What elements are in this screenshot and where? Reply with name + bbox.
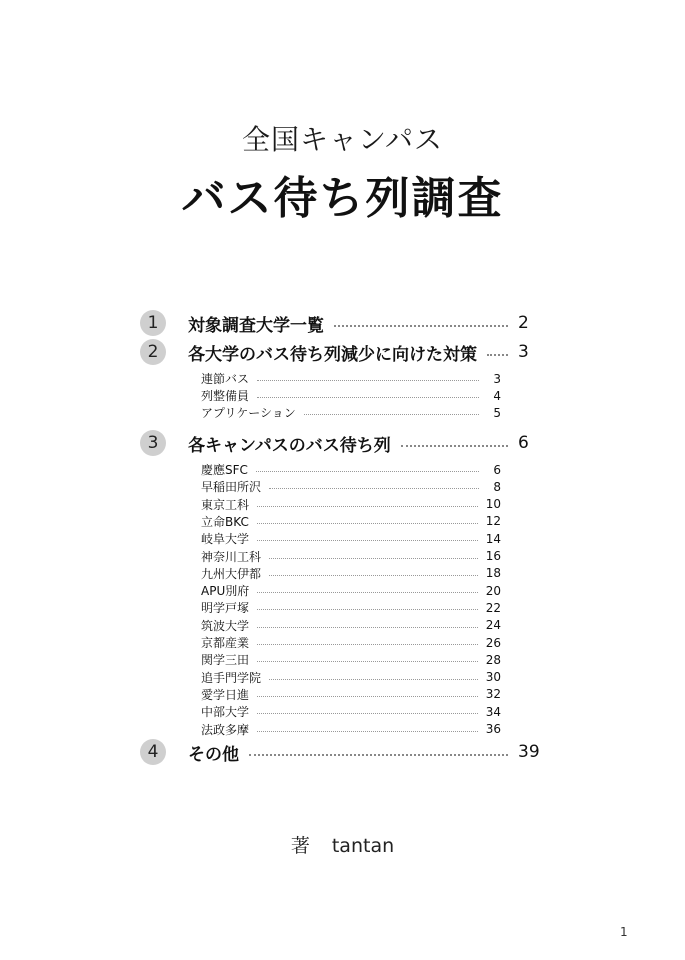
author-name: tantan <box>331 835 395 857</box>
page-subtitle: 全国キャンパス <box>241 123 444 156</box>
section-page-number: 3 <box>518 342 529 362</box>
toc-item[interactable] <box>201 404 501 421</box>
toc-item-label: APU別府 <box>201 584 250 599</box>
toc-item-label: 関学三田 <box>201 653 250 668</box>
dot-leader <box>257 380 479 381</box>
toc-item-page: 22 <box>485 600 501 615</box>
toc-item-label: 京都産業 <box>201 636 250 650</box>
toc-item[interactable] <box>201 721 501 738</box>
toc-item-label: 九州大伊都 <box>201 566 262 581</box>
section-title: 各大学のバス待ち列減少に向けた対策 <box>188 344 477 365</box>
dot-leader <box>269 488 479 489</box>
toc-item-label: 列整備員 <box>201 389 250 403</box>
dot-leader <box>304 414 479 415</box>
toc-item[interactable] <box>201 634 501 651</box>
author-line <box>0 831 685 858</box>
toc-item-label: 神奈川工科 <box>201 549 262 564</box>
section-number-badge: 1 <box>140 310 166 336</box>
dot-leader <box>257 713 478 714</box>
toc-item-label: 早稲田所沢 <box>201 480 262 495</box>
dot-leader <box>257 661 478 662</box>
toc-item-page: 18 <box>485 566 501 581</box>
section-number-badge: 3 <box>140 430 166 456</box>
toc-item[interactable] <box>201 669 501 686</box>
toc-item[interactable] <box>201 548 501 565</box>
dot-leader <box>269 575 478 576</box>
toc-item-page: 4 <box>493 388 501 403</box>
toc-item[interactable] <box>201 513 501 530</box>
dot-leader <box>257 592 477 593</box>
toc-item-label: 岐阜大学 <box>201 532 250 547</box>
dot-leader <box>401 445 508 447</box>
toc-section-1[interactable] <box>140 309 540 337</box>
toc-section-3[interactable] <box>140 429 540 457</box>
toc-item-label: アプリケーション <box>201 406 296 420</box>
toc-item-page: 14 <box>485 531 501 546</box>
toc-item[interactable] <box>201 478 501 495</box>
toc-item[interactable] <box>201 565 501 582</box>
toc-item-label: 愛学日進 <box>201 687 250 702</box>
toc-item-label: 慶應SFC <box>201 463 248 477</box>
toc-item[interactable] <box>201 582 501 599</box>
toc-item-page: 12 <box>485 514 501 529</box>
toc-section-4[interactable] <box>140 738 540 766</box>
toc-item-page: 16 <box>485 549 501 563</box>
section-number-badge: 4 <box>140 739 166 765</box>
toc-item[interactable] <box>201 617 501 634</box>
dot-leader <box>487 354 508 356</box>
toc-item-page: 30 <box>485 670 501 685</box>
toc-item[interactable] <box>201 599 501 616</box>
dot-leader <box>257 506 478 507</box>
page-number: 1 <box>620 925 628 939</box>
toc-item-label: 明学戸塚 <box>201 601 250 616</box>
dot-leader <box>269 558 478 559</box>
dot-leader <box>257 627 478 628</box>
author-prefix: 著 <box>290 835 310 857</box>
toc-item-page: 3 <box>493 371 501 386</box>
toc-item[interactable] <box>201 686 501 703</box>
dot-leader <box>256 471 479 472</box>
section-page-number: 39 <box>518 742 540 762</box>
dot-leader <box>334 325 508 327</box>
toc-item[interactable] <box>201 530 501 547</box>
dot-leader <box>257 644 478 645</box>
dot-leader <box>257 540 478 541</box>
section-title: その他 <box>188 744 239 765</box>
section-number-badge: 2 <box>140 339 166 365</box>
toc-item-page: 24 <box>485 618 501 633</box>
toc-item-label: 追手門学院 <box>201 670 262 685</box>
toc-item-page: 34 <box>485 704 501 719</box>
page-title: バス待ち列調査 <box>181 173 504 224</box>
toc-item[interactable] <box>201 461 501 478</box>
dot-leader <box>249 754 508 756</box>
toc-item-label: 法政多摩 <box>201 722 250 737</box>
toc-item[interactable] <box>201 387 501 404</box>
toc-item[interactable] <box>201 370 501 387</box>
toc-item[interactable] <box>201 703 501 720</box>
toc-item-page: 6 <box>493 462 501 477</box>
toc-item-page: 20 <box>485 583 501 598</box>
section-page-number: 6 <box>518 433 529 453</box>
toc-item-label: 連節バス <box>201 372 250 386</box>
toc-item-page: 5 <box>493 405 501 420</box>
dot-leader <box>257 523 478 524</box>
toc-item-page: 32 <box>485 687 501 702</box>
section-title: 各キャンパスのバス待ち列 <box>188 435 391 456</box>
dot-leader <box>257 731 478 732</box>
toc-item-page: 28 <box>485 652 501 667</box>
toc-item[interactable] <box>201 651 501 668</box>
toc-item-page: 8 <box>493 479 501 494</box>
toc-section-2[interactable] <box>140 338 540 366</box>
dot-leader <box>257 609 478 610</box>
toc-item-page: 36 <box>485 722 501 736</box>
toc-item-label: 中部大学 <box>201 705 250 720</box>
section-title: 対象調査大学一覧 <box>188 315 324 336</box>
section-page-number: 2 <box>518 313 529 333</box>
toc-item[interactable] <box>201 496 501 513</box>
toc-item-page: 10 <box>485 497 501 512</box>
toc-item-label: 筑波大学 <box>201 618 250 633</box>
toc-item-page: 26 <box>485 635 501 650</box>
toc-item-label: 東京工科 <box>201 497 250 512</box>
dot-leader <box>269 679 478 680</box>
toc-item-label: 立命BKC <box>201 514 249 529</box>
dot-leader <box>257 397 479 398</box>
dot-leader <box>257 696 478 697</box>
